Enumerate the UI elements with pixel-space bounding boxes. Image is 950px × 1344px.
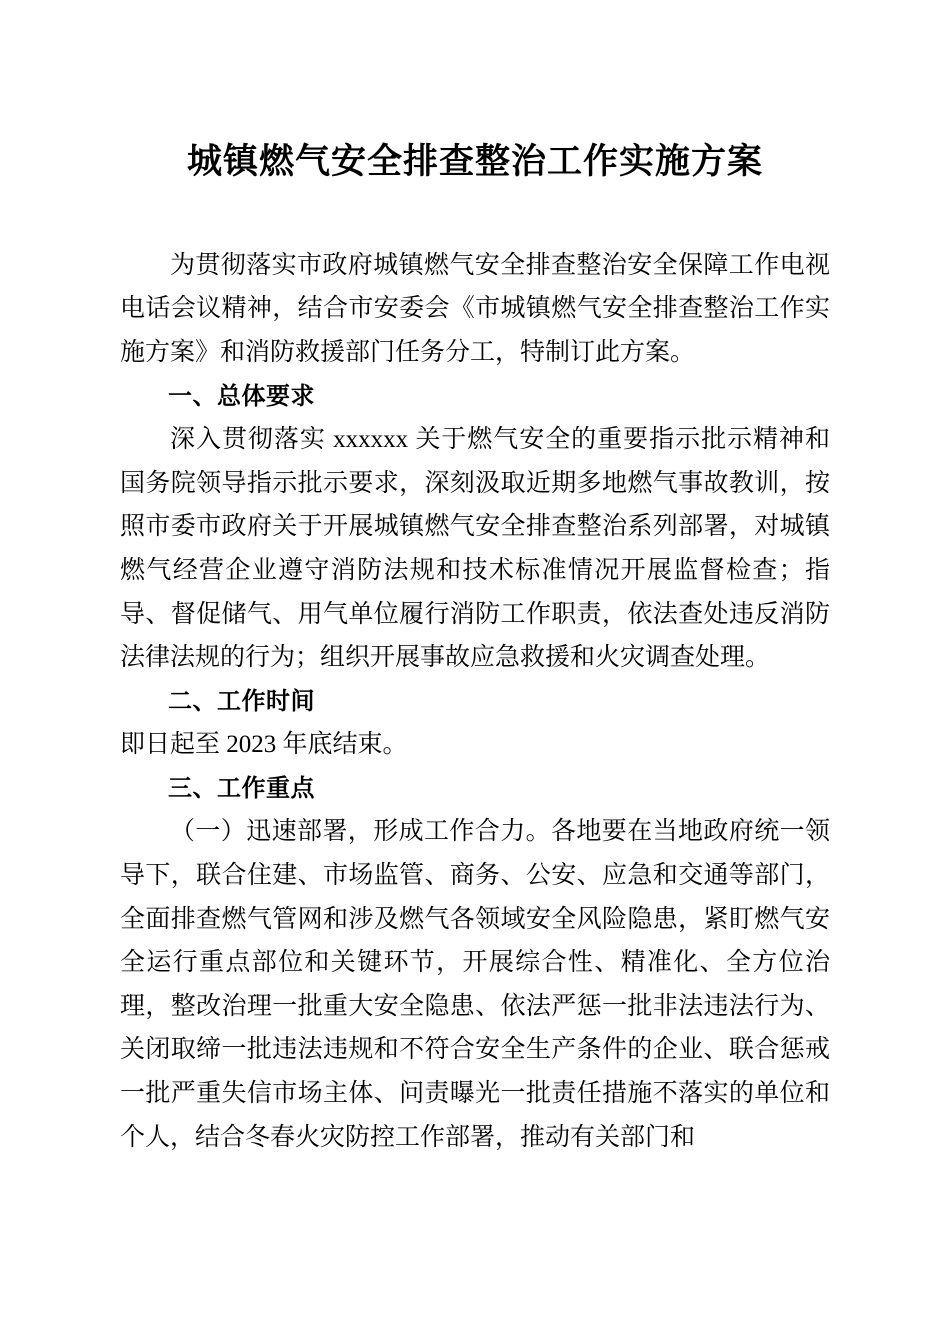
document-title: 城镇燃气安全排查整治工作实施方案: [186, 141, 763, 182]
paragraph-work-time: 即日起至 2023 年底结束。: [120, 731, 408, 759]
paragraph-intro: 为贯彻落实市政府城镇燃气安全排查整治安全保障工作电视电话会议精神，结合市安委会《市城镇燃气安全排查整治工作实施方案》和消防救援部门任务分工，特制订此方案。: [120, 251, 830, 366]
section-heading-work-time: 二、工作时间: [168, 686, 315, 715]
section-heading-overall-requirements: 一、总体要求: [168, 381, 315, 410]
paragraph-work-focus: （一）迅速部署，形成工作合力。各地要在当地政府统一领导下，联合住建、市场监管、商务、公安、应急和交通等部门，全面排查燃气管网和涉及燃气各领域安全风险隐患，紧盯燃气安全运行重点部位和关键环节，开展综合性、精准化、全方位治理，整改治理一批重大安全隐患、依法严惩一批非法违法行为、关闭取缔一批违法违规和不符合安全生产条件的企业、联合惩戒一批严重失信市场主体、问责曝光一批责任措施不落实的单位和个人，结合冬春火灾防控工作部署，推动有关部门和: [120, 818, 830, 1151]
paragraph-overall-requirements: 深入贯彻落实 xxxxxx 关于燃气安全的重要指示批示精神和国务院领导指示批示要求，深刻汲取近期多地燃气事故教训，按照市委市政府关于开展城镇燃气安全排查整治系列部署，对城镇燃气经营企业遵守消防法规和技术标准情况开展监督检查；指导、督促储气、用气单位履行消防工作职责，依法查处违反消防法律法规的行为；组织开展事故应急救援和火灾调查处理。: [120, 426, 830, 672]
section-heading-work-focus: 三、工作重点: [168, 773, 315, 802]
